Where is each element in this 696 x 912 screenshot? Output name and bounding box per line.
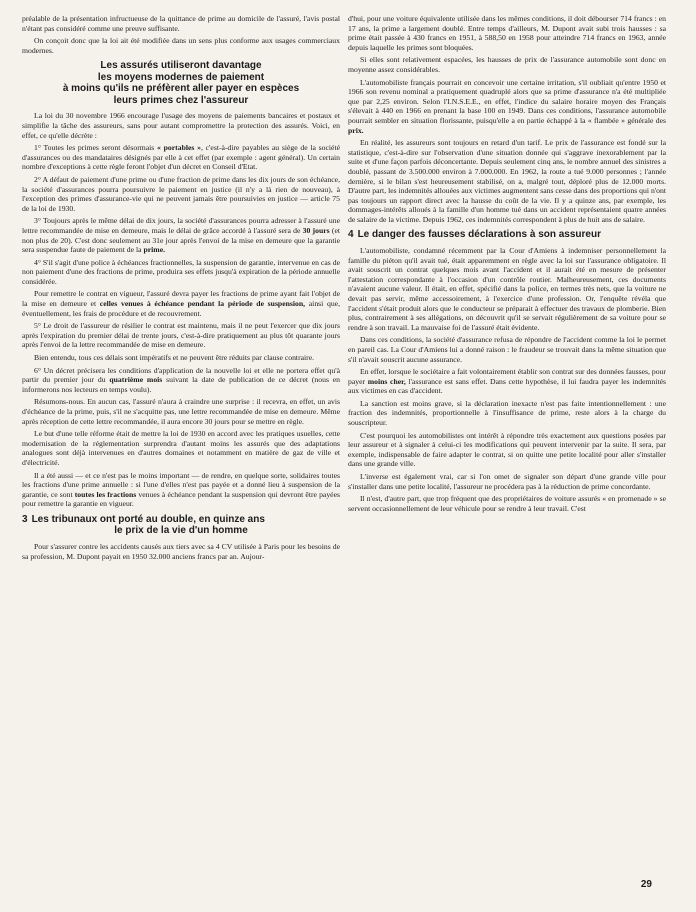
paragraph: 5° Le droit de l'assureur de résilier le contrat est maintenu, mais il ne peut l'exercer que dix jours après l'expiration du premier délai de trente jours, c'est-à-dire pratiquement au plus tôt quarante jours après l'envoi de la lettre recommandée de mise en demeure.	[22, 321, 340, 350]
text-run: 6° Un décret précisera les conditions d'application de la nouvelle loi et elle ne portera effet qu'à partir du premier jour du	[22, 365, 340, 385]
paragraph: Si elles sont relativement espacées, les hausses de prix de l'assurance automobile sont donc en moyenne assez considérables.	[348, 55, 666, 74]
paragraph: L'inverse est également vrai, car si l'on omet de signaler son départ d'une grande ville pour s'installer dans une petite localité, l'assureur ne procédera pas à la réduction de prime concordante.	[348, 472, 666, 491]
heading-text: Le danger des fausses déclarations à son assureur	[357, 229, 601, 241]
text-run: l'assurance est sans effet. Dans cette hypothèse, il lui faudra payer les indemnités aux victimes en cas d'accident.	[348, 376, 666, 396]
right-column	[348, 14, 666, 516]
paragraph	[22, 143, 340, 172]
paragraph: Résumons-nous. En aucun cas, l'assuré n'aura à craindre une surprise : il recevra, en effet, un avis d'échéance de la prime, puis, s'il ne s'acquitte pas, une lettre recommandée de mise en demeure. Même après réception de cette lettre recommandée, il aura encore 30 jours pour se mettre en règle.	[22, 397, 340, 426]
paragraph: préalable de la présentation infructueuse de la quittance de prime au domicile de l'assuré, l'avis postal n'étant pas considéré comme une preuve suffisante.	[22, 14, 340, 33]
heading-line	[22, 514, 340, 526]
text-run: suivant la date de publication de ce décret (nous en informerons nos lecteurs en temps voulu).	[22, 375, 340, 394]
bold-run: celles venues à échéance pendant la période de suspension,	[99, 299, 306, 309]
text-run: ainsi que, éventuellement, les frais de procédure et de recouvrement.	[22, 299, 340, 318]
text-run: 3° Toujours après le même délai de dix jours, la société d'assurances pourra adresser à l'assuré une lettre recommandée de mise en demeure, mais le délai de grâce accordé à l'assuré sera de	[22, 216, 340, 235]
paragraph	[22, 216, 340, 254]
section-heading-paiement	[22, 60, 340, 106]
text-run: En effet, lorsque le sociétaire a fait volontairement établir son contrat sur des données fausses, pour payer	[348, 367, 666, 386]
heading-line: le prix de la vie d'un homme	[114, 525, 248, 537]
paragraph	[348, 78, 666, 136]
heading-line: Les assurés utiliseront davantage	[100, 60, 262, 72]
paragraph: Dans ces conditions, la société d'assurance refusa de répondre de l'accident comme la loi le permet en pareil cas. La Cour d'Amiens lui a donné raison : le fraudeur se trouvait dans la même situation que s'il n'avait souscrit aucune assurance.	[348, 335, 666, 364]
bold-run: 30 jours	[302, 225, 330, 235]
text-run: 1° Toutes les primes seront désormais	[34, 143, 158, 153]
section-number: 4	[348, 229, 354, 241]
paragraph: 4° S'il s'agit d'une police à échéances fractionnelles, la suspension de garantie, intervenue en cas de non paiement d'une des fractions de prime, produira ses effets jusqu'à expiration de la période annuelle considérée.	[22, 257, 340, 286]
bold-run: prix.	[348, 125, 364, 135]
paragraph	[22, 471, 340, 509]
paragraph: d'hui, pour une voiture équivalente utilisée dans les mêmes conditions, il doit débourser 714 francs : en 17 ans, la prime a largement doublé. Entre temps d'ailleurs, M. Dupont avait subi trois hausses : sa prime était passée à 430 francs en 1951, à 588,50 en 1958 pour atteindre 714 francs en 1963, année depuis laquelle les primes sont bloquées.	[348, 14, 666, 52]
section-heading-fausses-declarations	[348, 229, 666, 241]
bold-run: moins cher,	[367, 376, 406, 386]
paragraph: En réalité, les assureurs sont toujours en retard d'un tarif. Le prix de l'assurance est fondé sur la statistique, c'est-à-dire sur l'observation d'une situation donnée qui s'aggrave inexorablement par la suite et d'une façon parfois déconcertante. Depuis seulement cinq ans, le nombre annuel des sinistres a doublé, passant de 3.500.000 environ à 7.000.000. En 1962, la route a tué 9.000 personnes ; l'année dernière, si le bilan s'est heureusement stabilisé, on a, malgré tout, déploré plus de 12.000 morts. D'autre part, les indemnités allouées aux victimes augmentent sans cesse dans des proportions qui n'ont pas toujours un rapport direct avec la hausse du coût de la vie. Il y a quinze ans, par exemple, les dommages-intérêts alloués à la famille d'un homme tué dans un accident représentaient quatre années de salaire de la victime. Depuis 1962, ces indemnités correspondent à plus de huit ans de salaire.	[348, 138, 666, 224]
paragraph: La loi du 30 novembre 1966 encourage l'usage des moyens de paiements bancaires et postaux et simplifie la tâche des assureurs, sans pour autant compromettre la protection des assurés. Voici, en effet, ce qu'elle décrète :	[22, 111, 340, 140]
text-run: L'automobiliste français pourrait en concevoir une certaine irritation, s'il oubliait qu'entre 1950 et 1966 son revenu nominal a pratiquement quadruplé alors que sa prime d'assurance n'a été multipliée que par 2,25 environ. Selon l'I.N.S.E.E., en effet, l'indice du salaire horaire moyen des Français s'élevait à 440 en 1966 en prenant la base 100 en 1949. Dans ces conditions, l'assurance automobile pourrait sembler en situation florissante, puisqu'elle a en partie échappé à la « flambée » générale des	[348, 77, 666, 125]
heading-line: à moins qu'ils ne préfèrent aller payer en espèces	[62, 83, 300, 95]
heading-text: Les tribunaux ont porté au double, en quinze ans	[31, 513, 265, 525]
heading-line: leurs primes chez l'assureur	[113, 94, 249, 106]
paragraph: 2° A défaut de paiement d'une prime ou d'une fraction de prime dans les dix jours de son échéance, la société d'assurances pourra poursuivre le paiement en justice (il n'y a là rien de nouveau), à l'exception des primes d'assurance-vie qui ne peuvent jamais être poursuivies en justice — article 75 de la loi de 1930.	[22, 174, 340, 213]
paragraph: Il n'est, d'autre part, que trop fréquent que des propriétaires de voiture assurés « en promenade » se servent occasionnellement de leur véhicule pour se rendre à leur travail. C'est	[348, 494, 666, 513]
text-run: Pour remettre le contrat en vigueur, l'assuré devra payer les fractions de prime ayant fait l'objet de la mise en demeure et	[22, 289, 340, 309]
paragraph: Le but d'une telle réforme était de mettre la loi de 1930 en accord avec les pratiques usuelles, cette modernisation de la réglementation surprendra d'autant moins les assurés que des adaptations analogues sont déjà intervenues en d'autres domaines et notamment en matière de gaz de ville et d'électricité.	[22, 429, 340, 467]
paragraph	[22, 366, 340, 395]
text-run: (et non plus de 20). C'est donc seulement au 31e jour après l'envoi de la mise en demeure que la garantie sera suspendue faute de paiement de la	[22, 225, 340, 255]
paragraph: L'automobiliste, condamné récemment par la Cour d'Amiens à indemniser personnellement la famille du piéton qu'il avait tué, était apparemment en règle avec la loi sur l'assurance obligatoire. Il avait souscrit un contrat quelques mois avant l'accident et il aurait été en mesure de présenter l'attestation correspondante à l'occasion d'un contrôle routier. Malheureusement, ces documents n'avaient aucune valeur. Il était, en effet, spécifié dans la police, en termes très nets, que la voiture ne devait pas servir, même accessoirement, à l'exercice d'une profession. Or, l'enquête révéla que l'accident s'était produit alors que le conducteur se préparait à effectuer des travaux de plomberie. Bien plus, contrairement à ses allégations, on découvrit qu'il se servait régulièrement de sa voiture pour se rendre à son travail. La mauvaise foi de l'assuré était évidente.	[348, 245, 666, 332]
heading-line: les moyens modernes de paiement	[97, 71, 265, 83]
bold-run: prime.	[143, 245, 166, 255]
text-run: Il a été aussi — et ce n'est pas le moins important — de rendre, en quelque sorte, solidaires toutes les fractions d'une prime annuelle : si l'une d'elles n'est pas payée et a donné lieu à suspension de la garantie, ce sont	[22, 470, 340, 499]
paragraph	[348, 367, 666, 396]
paragraph: On conçoit donc que la loi ait été modifiée dans un sens plus conforme aux usages commerciaux modernes.	[22, 36, 340, 55]
bold-run: « portables »	[157, 143, 201, 153]
text-run: venues à échéance pendant la suspension qui devront être payées pour remettre la garantie en vigueur.	[22, 489, 340, 509]
left-column	[22, 14, 340, 564]
paragraph: La sanction est moins grave, si la déclaration inexacte n'est pas faite intentionnellement : une fraction des indemnités, proportionnelle à l'insuffisance de prime, reste alors à la charge du souscripteur.	[348, 398, 666, 428]
bold-run: quatrième mois	[109, 375, 163, 385]
section-number: 3	[22, 513, 28, 525]
paragraph	[22, 289, 340, 318]
paragraph: Pour s'assurer contre les accidents causés aux tiers avec sa 4 CV utilisée à Paris pour les besoins de sa profession, M. Dupont payait en 1950 32.000 anciens francs par an. Aujour-	[22, 541, 340, 561]
paragraph: C'est pourquoi les automobilistes ont intérêt à répondre très exactement aux questions posées par leur assureur et à signaler à celui-ci les modifications qui peuvent intervenir par la suite. Il sera, par exemple, indispensable de faire adapter le contrat, si on quitte une petite localité pour aller s'installer dans une grande ville.	[348, 430, 666, 469]
section-heading-tribunaux	[22, 514, 340, 537]
bold-run: toutes les fractions	[74, 489, 137, 499]
page-number: 29	[640, 879, 652, 890]
text-run: , c'est-à-dire payables au siège de la société d'assurances ou des mandataires désignés par elle à cet effet (par exemple : agent général). Un certain nombre d'exceptions à cette règle feront l'objet d'un décret en Conseil d'Etat.	[22, 143, 340, 172]
paragraph: Bien entendu, tous ces délais sont impératifs et ne peuvent être réduits par clause contraire.	[34, 353, 315, 363]
